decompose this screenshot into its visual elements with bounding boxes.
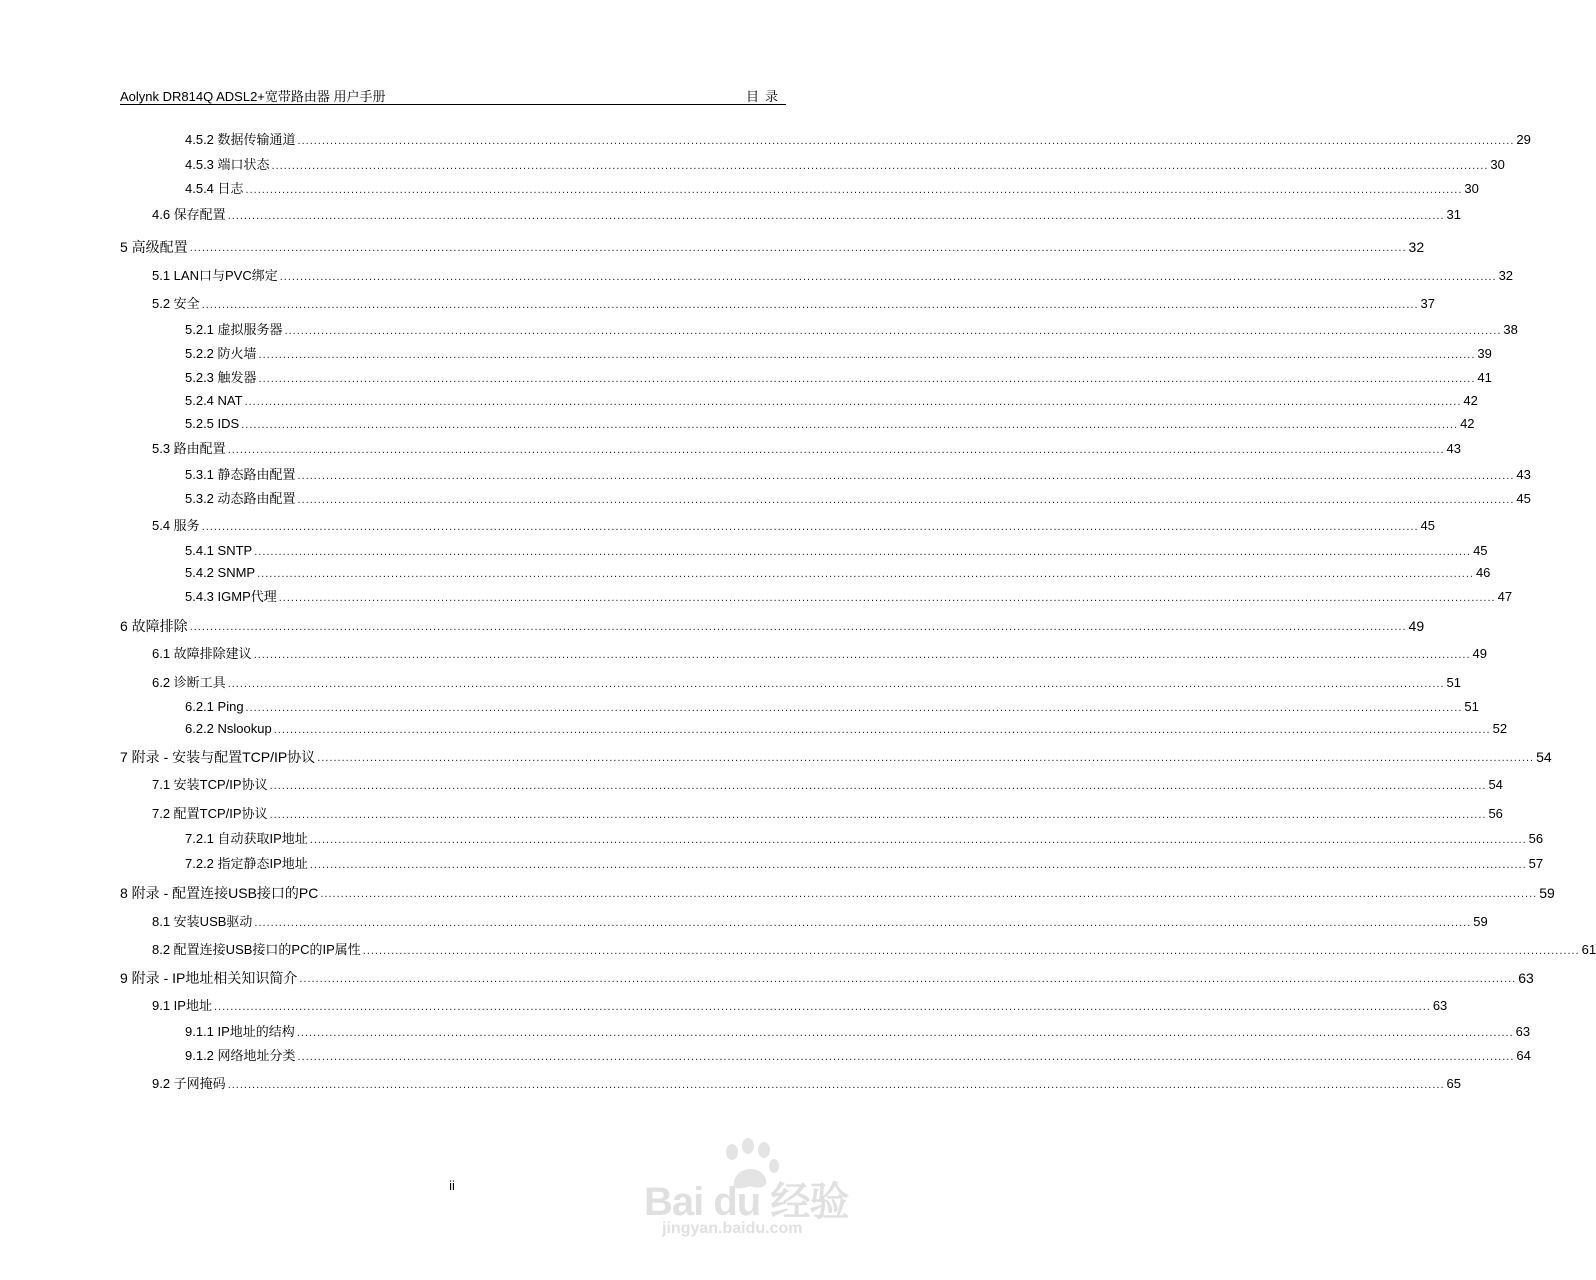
toc-entry-page: 64: [1516, 1048, 1531, 1063]
toc-entry[interactable]: [185, 489, 1531, 507]
toc-dot-leader: ............................................................................................................................................................................................................................................................................................................: [257, 568, 1474, 580]
toc-entry-page: 38: [1503, 322, 1518, 337]
toc-entry[interactable]: [185, 465, 1531, 483]
toc-entry-page: 42: [1463, 393, 1478, 408]
toc-dot-leader: ............................................................................................................................................................................................................................................................................................................: [271, 160, 1489, 172]
toc-entry-title: 7.2.2 指定静态IP地址: [185, 856, 308, 871]
toc-entry-page: 56: [1528, 831, 1544, 846]
toc-dot-leader: ............................................................................................................................................................................................................................................................................................................: [253, 649, 1471, 661]
toc-entry-title: 7.2.1 自动获取IP地址: [185, 831, 308, 846]
toc-entry-page: 45: [1473, 543, 1488, 558]
toc-entry-title: 4.5.4 日志: [185, 181, 244, 196]
watermark-url: jingyan.baidu.com: [662, 1220, 803, 1237]
toc-dot-leader: ............................................................................................................................................................................................................................................................................................................: [297, 135, 1515, 147]
toc-dot-leader: ............................................................................................................................................................................................................................................................................................................: [297, 494, 1515, 506]
document-title: Aolynk DR814Q ADSL2+宽带路由器 用户手册: [120, 89, 386, 104]
toc-entry-title: 7.2 配置TCP/IP协议: [152, 806, 268, 821]
toc-entry[interactable]: [152, 940, 1596, 958]
toc-entry-page: 63: [1518, 970, 1534, 986]
toc-dot-leader: ............................................................................................................................................................................................................................................................................................................: [245, 702, 1463, 714]
toc-dot-leader: ............................................................................................................................................................................................................................................................................................................: [317, 752, 1535, 764]
toc-entry-page: 43: [1516, 467, 1531, 482]
toc-dot-leader: ............................................................................................................................................................................................................................................................................................................: [297, 1051, 1515, 1063]
toc-dot-leader: ............................................................................................................................................................................................................................................................................................................: [227, 1079, 1445, 1091]
toc-entry-page: 54: [1488, 777, 1503, 792]
toc-entry-page: 54: [1536, 749, 1552, 765]
toc-dot-leader: ............................................................................................................................................................................................................................................................................................................: [244, 396, 1462, 408]
toc-entry[interactable]: [152, 294, 1436, 312]
toc-entry[interactable]: [152, 804, 1503, 822]
toc-entry-title: 5.2.3 触发器: [185, 370, 257, 385]
toc-entry[interactable]: [185, 320, 1518, 338]
toc-entry-title: 5.2.5 IDS: [185, 416, 240, 431]
toc-entry-title: 5.3 路由配置: [152, 441, 226, 456]
toc-entry-title: 4.5.2 数据传输通道: [185, 132, 296, 147]
toc-entry-page: 43: [1446, 441, 1462, 456]
toc-dot-leader: ............................................................................................................................................................................................................................................................................................................: [320, 888, 1538, 900]
toc-entry-page: 65: [1446, 1076, 1462, 1091]
toc-entry[interactable]: [185, 1022, 1531, 1040]
toc-entry-page: 30: [1490, 157, 1505, 172]
toc-entry[interactable]: [152, 439, 1462, 457]
toc-entry-page: 32: [1408, 239, 1425, 255]
toc-entry-title: 5.2.1 虚拟服务器: [185, 322, 283, 337]
toc-dot-leader: ............................................................................................................................................................................................................................................................................................................: [201, 521, 1419, 533]
toc-entry-page: 56: [1488, 806, 1503, 821]
toc-entry-page: 63: [1515, 1024, 1531, 1039]
toc-entry-title: 9.2 子网掩码: [152, 1076, 226, 1091]
toc-entry[interactable]: [185, 563, 1491, 581]
toc-entry-page: 57: [1528, 856, 1544, 871]
toc-dot-leader: ............................................................................................................................................................................................................................................................................................................: [258, 373, 1476, 385]
toc-entry[interactable]: [120, 747, 1552, 765]
toc-entry[interactable]: [152, 775, 1503, 793]
toc-entry-title: 8 附录 - 配置连接USB接口的PC: [120, 885, 319, 901]
toc-dot-leader: ............................................................................................................................................................................................................................................................................................................: [189, 242, 1407, 254]
toc-entry-title: 5.2 安全: [152, 296, 200, 311]
toc-entry-page: 51: [1446, 675, 1462, 690]
toc-entry-title: 5 高级配置: [120, 239, 188, 255]
toc-entry-page: 31: [1446, 207, 1462, 222]
toc-entry[interactable]: [152, 516, 1436, 534]
toc-entry[interactable]: [152, 996, 1448, 1014]
toc-dot-leader: ............................................................................................................................................................................................................................................................................................................: [258, 349, 1476, 361]
toc-dot-leader: ............................................................................................................................................................................................................................................................................................................: [279, 271, 1497, 283]
toc-entry[interactable]: [185, 155, 1505, 173]
toc-entry-page: 46: [1475, 565, 1491, 580]
toc-dot-leader: ............................................................................................................................................................................................................................................................................................................: [245, 184, 1463, 196]
toc-entry-page: 39: [1477, 346, 1492, 361]
toc-entry[interactable]: [152, 266, 1514, 284]
toc-dot-leader: ............................................................................................................................................................................................................................................................................................................: [296, 1027, 1514, 1039]
toc-dot-leader: ............................................................................................................................................................................................................................................................................................................: [227, 678, 1445, 690]
toc-entry-title: 8.2 配置连接USB接口的PC的IP属性: [152, 942, 361, 957]
toc-entry[interactable]: [185, 719, 1508, 737]
toc-entry-page: 45: [1420, 518, 1436, 533]
toc-entry-page: 49: [1472, 646, 1488, 661]
toc-entry[interactable]: [152, 205, 1462, 223]
toc-entry[interactable]: [120, 237, 1425, 255]
toc-entry[interactable]: [185, 587, 1513, 605]
section-label: 目录: [745, 89, 784, 104]
toc-entry-page: 47: [1497, 589, 1513, 604]
toc-dot-leader: ............................................................................................................................................................................................................................................................................................................: [227, 210, 1445, 222]
toc-entry[interactable]: [185, 368, 1492, 386]
toc-entry-page: 37: [1420, 296, 1436, 311]
toc-entry[interactable]: [152, 673, 1462, 691]
toc-entry-page: 59: [1473, 914, 1488, 929]
toc-entry-title: 5.3.1 静态路由配置: [185, 467, 296, 482]
toc-entry[interactable]: [152, 1074, 1462, 1092]
toc-entry-title: 6.2.1 Ping: [185, 699, 244, 714]
toc-entry[interactable]: [185, 391, 1478, 409]
toc-entry-title: 8.1 安装USB驱动: [152, 914, 253, 929]
toc-entry-title: 5.4.2 SNMP: [185, 565, 256, 580]
toc-entry[interactable]: [185, 414, 1475, 432]
toc-entry-title: 9.1.2 网络地址分类: [185, 1048, 296, 1063]
toc-entry[interactable]: [152, 644, 1488, 662]
toc-entry[interactable]: [185, 130, 1531, 148]
toc-entry-page: 32: [1498, 268, 1514, 283]
baidu-jingyan-watermark: [640, 1138, 860, 1258]
toc-entry[interactable]: [185, 854, 1544, 872]
toc-entry-title: 9.1 IP地址: [152, 998, 212, 1013]
toc-entry-title: 6.2 诊断工具: [152, 675, 226, 690]
toc-dot-leader: ............................................................................................................................................................................................................................................................................................................: [241, 419, 1459, 431]
toc-dot-leader: ............................................................................................................................................................................................................................................................................................................: [201, 299, 1419, 311]
toc-dot-leader: ............................................................................................................................................................................................................................................................................................................: [269, 780, 1487, 792]
toc-entry-title: 4.5.3 端口状态: [185, 157, 270, 172]
toc-dot-leader: ............................................................................................................................................................................................................................................................................................................: [299, 973, 1517, 985]
toc-entry-title: 7 附录 - 安装与配置TCP/IP协议: [120, 749, 316, 765]
toc-entry[interactable]: [185, 344, 1492, 362]
toc-entry-title: 6 故障排除: [120, 618, 188, 634]
toc-dot-leader: ............................................................................................................................................................................................................................................................................................................: [284, 325, 1502, 337]
toc-entry-title: 5.3.2 动态路由配置: [185, 491, 296, 506]
toc-entry-title: 7.1 安装TCP/IP协议: [152, 777, 268, 792]
toc-entry-page: 51: [1464, 699, 1479, 714]
toc-dot-leader: ............................................................................................................................................................................................................................................................................................................: [309, 859, 1527, 871]
toc-entry-page: 45: [1516, 491, 1531, 506]
toc-dot-leader: ............................................................................................................................................................................................................................................................................................................: [254, 917, 1472, 929]
toc-entry-title: 5.2.4 NAT: [185, 393, 243, 408]
toc-dot-leader: ............................................................................................................................................................................................................................................................................................................: [227, 444, 1445, 456]
toc-entry-page: 49: [1408, 618, 1425, 634]
toc-dot-leader: ............................................................................................................................................................................................................................................................................................................: [297, 470, 1515, 482]
toc-entry-page: 29: [1516, 132, 1531, 147]
toc-dot-leader: ............................................................................................................................................................................................................................................................................................................: [273, 724, 1491, 736]
watermark-brand: Bai du 经验: [644, 1180, 849, 1224]
toc-entry-title: 5.4.3 IGMP代理: [185, 589, 277, 604]
toc-entry-page: 61: [1581, 942, 1596, 957]
toc-entry-title: 6.1 故障排除建议: [152, 646, 252, 661]
toc-dot-leader: ............................................................................................................................................................................................................................................................................................................: [309, 834, 1527, 846]
toc-entry-page: 30: [1464, 181, 1479, 196]
toc-entry[interactable]: [185, 179, 1479, 197]
toc-entry-page: 59: [1539, 885, 1555, 901]
toc-dot-leader: ............................................................................................................................................................................................................................................................................................................: [362, 945, 1580, 957]
toc-entry[interactable]: [185, 829, 1544, 847]
toc-entry[interactable]: [152, 912, 1488, 930]
toc-entry[interactable]: [185, 1046, 1531, 1064]
toc-dot-leader: ............................................................................................................................................................................................................................................................................................................: [189, 621, 1407, 633]
toc-dot-leader: ............................................................................................................................................................................................................................................................................................................: [278, 592, 1496, 604]
toc-dot-leader: ............................................................................................................................................................................................................................................................................................................: [213, 1001, 1431, 1013]
toc-entry-page: 42: [1460, 416, 1475, 431]
toc-entry[interactable]: [185, 541, 1488, 559]
toc-entry[interactable]: [120, 968, 1534, 986]
toc-entry[interactable]: [120, 883, 1555, 901]
toc-dot-leader: ............................................................................................................................................................................................................................................................................................................: [254, 546, 1472, 558]
toc-entry[interactable]: [120, 616, 1425, 634]
toc-entry-title: 6.2.2 Nslookup: [185, 721, 272, 736]
toc-entry-title: 5.4 服务: [152, 518, 200, 533]
toc-entry-page: 63: [1432, 998, 1448, 1013]
toc-entry-page: 41: [1477, 370, 1492, 385]
toc-entry-title: 9.1.1 IP地址的结构: [185, 1024, 295, 1039]
toc-entry-title: 5.4.1 SNTP: [185, 543, 253, 558]
page-number: ii: [449, 1178, 455, 1193]
toc-entry[interactable]: [185, 697, 1479, 715]
toc-entry-title: 9 附录 - IP地址相关知识简介: [120, 970, 298, 986]
toc-entry-page: 52: [1492, 721, 1508, 736]
toc-entry-title: 5.1 LAN口与PVC绑定: [152, 268, 278, 283]
toc-dot-leader: ............................................................................................................................................................................................................................................................................................................: [269, 809, 1487, 821]
toc-entry-title: 5.2.2 防火墙: [185, 346, 257, 361]
toc-entry-title: 4.6 保存配置: [152, 207, 226, 222]
